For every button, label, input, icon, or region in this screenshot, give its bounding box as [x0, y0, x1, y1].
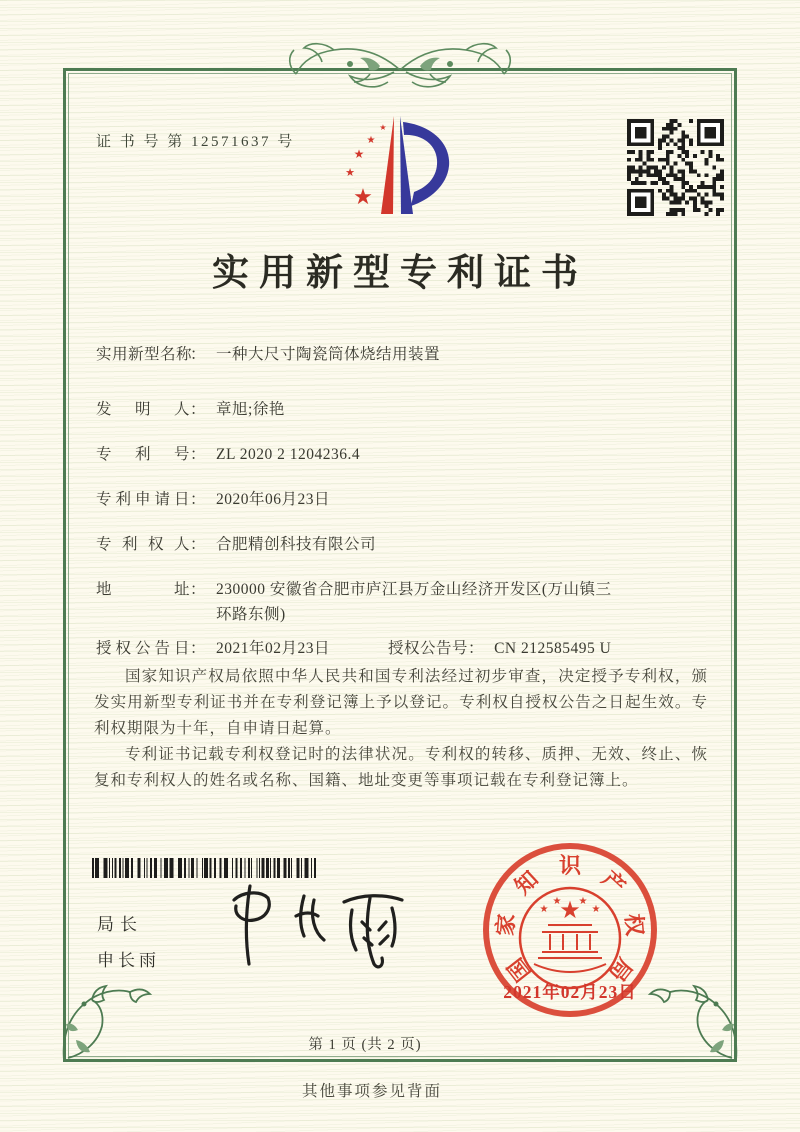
- svg-text:产: 产: [597, 865, 631, 900]
- field-value: CN 212585495 U: [494, 640, 612, 657]
- field-row-grant: [96, 636, 611, 661]
- field-label: 地址: [96, 581, 190, 598]
- colon: ：: [190, 581, 207, 598]
- top-flourish-icon: [280, 36, 520, 100]
- signature-icon: [212, 872, 422, 982]
- page-number: 第 1 页 (共 2 页): [308, 1037, 422, 1053]
- legal-text: [94, 664, 708, 794]
- svg-text:局: 局: [604, 953, 638, 987]
- svg-text:家: 家: [492, 912, 520, 937]
- colon: ：: [190, 346, 207, 363]
- colon: ：: [190, 446, 207, 463]
- svg-text:★: ★: [353, 185, 373, 210]
- field-value: ZL 2020 2 1204236.4: [216, 446, 361, 463]
- legal-paragraph: 国家知识产权局依照中华人民共和国专利法经过初步审查，决定授予专利权，颁发实用新型专利证书并在专利登记簿上予以登记。专利权自授权公告之日起生效。专利权期限为十年，自申请日起算。: [94, 668, 708, 737]
- field-label: 专利申请日: [96, 491, 190, 508]
- field-value: 2020年06月23日: [216, 491, 331, 508]
- field-row-inventor: [96, 397, 285, 422]
- back-note: 其他事项参见背面: [301, 1083, 442, 1100]
- svg-text:识: 识: [558, 853, 582, 879]
- qr-code-icon: [627, 119, 724, 216]
- svg-text:★: ★: [559, 896, 581, 924]
- field-value: 2021年02月23日: [216, 640, 331, 657]
- cnipa-logo-icon: [333, 110, 467, 220]
- field-row-address: [96, 577, 618, 627]
- seal-date: 2021年02月23日: [503, 982, 637, 1002]
- field-label: 专利号: [96, 446, 190, 463]
- field-value: 章旭;徐艳: [216, 401, 285, 418]
- colon: ：: [190, 491, 207, 508]
- field-row-filing-date: [96, 487, 330, 512]
- svg-text:★: ★: [345, 166, 355, 179]
- field-value: 一种大尺寸陶瓷筒体烧结用装置: [216, 346, 441, 363]
- signer-title: 局长: [97, 915, 143, 934]
- colon: ：: [468, 640, 485, 657]
- certificate-number: 证 书 号 第 12571637 号: [96, 134, 295, 150]
- colon: ：: [190, 536, 207, 553]
- field-label: 专利权人: [96, 536, 190, 553]
- colon: ：: [190, 640, 207, 657]
- svg-text:国: 国: [502, 953, 536, 987]
- svg-text:★: ★: [366, 135, 376, 146]
- field-row-patent-number: [96, 442, 360, 467]
- svg-text:知: 知: [509, 865, 543, 900]
- field-row-utility-name: [96, 342, 440, 367]
- field-label: 授权公告日: [96, 640, 190, 657]
- field-label: 实用新型名称: [96, 346, 193, 363]
- svg-text:★: ★: [578, 896, 588, 907]
- svg-text:★: ★: [552, 896, 562, 907]
- field-label: 授权公告号: [388, 640, 469, 657]
- svg-text:★: ★: [353, 147, 365, 161]
- signer-name: 申长雨: [97, 951, 160, 970]
- field-value: 230000 安徽省合肥市庐江县万金山经济开发区(万山镇三环路东侧): [216, 581, 612, 623]
- svg-text:权: 权: [620, 912, 648, 937]
- field-value: 合肥精创科技有限公司: [216, 536, 377, 553]
- field-row-patentee: [96, 532, 376, 557]
- seal-emblem: [520, 888, 620, 988]
- legal-paragraph: 专利证书记载专利权登记时的法律状况。专利权的转移、质押、无效、终止、恢复和专利权人的姓名或名称、国籍、地址变更等事项记载在专利登记簿上。: [94, 746, 708, 789]
- certificate-title: 实用新型专利证书: [212, 253, 588, 294]
- svg-text:★: ★: [539, 904, 549, 915]
- colon: ：: [190, 401, 207, 418]
- svg-text:★: ★: [591, 904, 601, 915]
- svg-text:★: ★: [379, 123, 387, 132]
- field-label: 发明人: [96, 401, 190, 418]
